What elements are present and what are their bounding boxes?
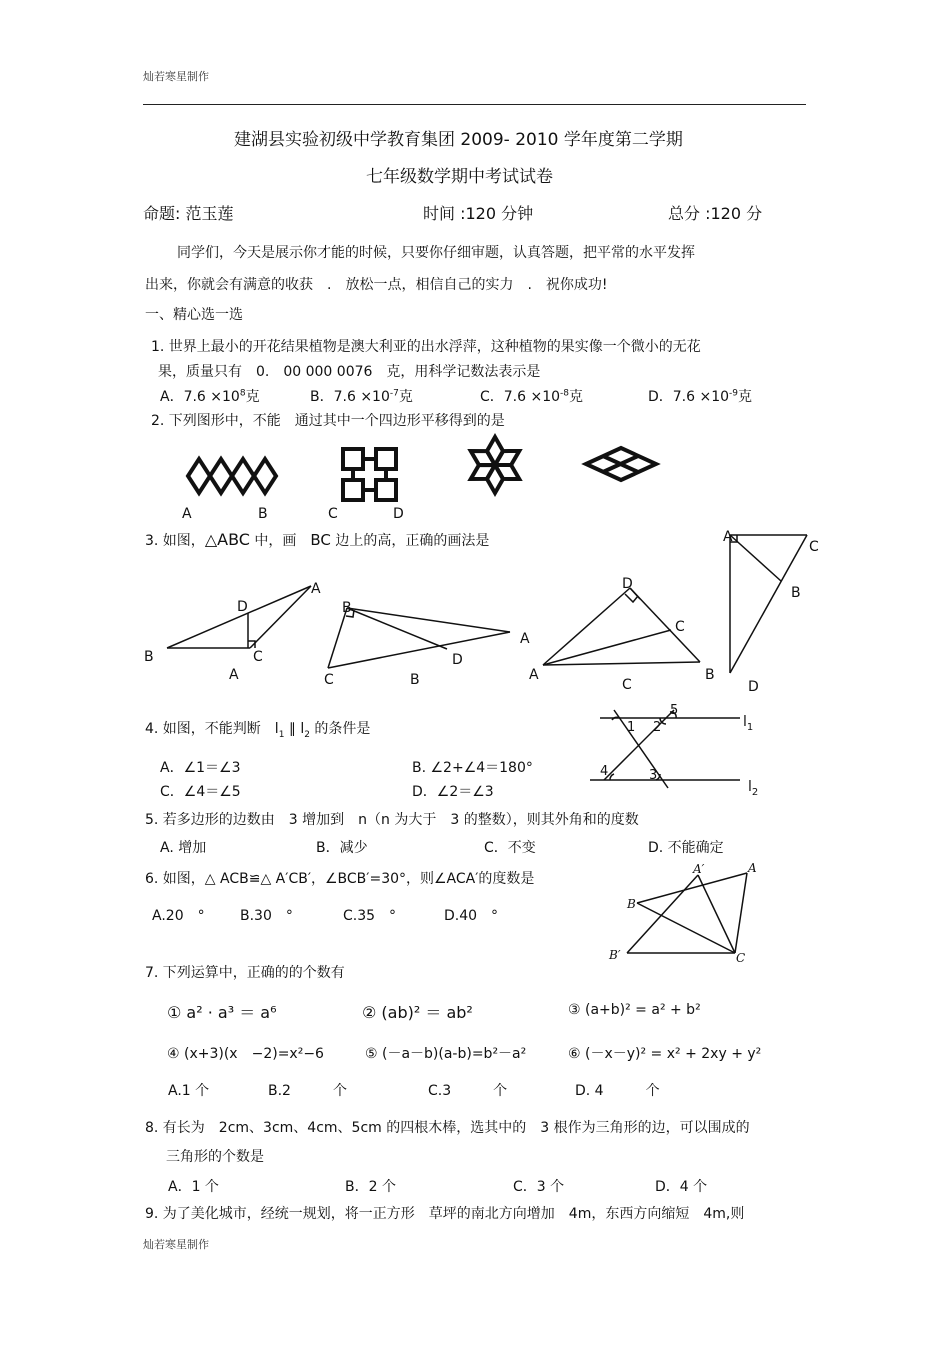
exam-title-line2: 七年级数学期中考试试卷 <box>366 167 553 187</box>
q4-angle-3: 3 <box>649 768 658 783</box>
q3-f1-c: C <box>253 649 263 665</box>
intro-line2: 出来，你就会有满意的收获 . 放松一点，相信自己的实力 . 祝你成功! <box>145 277 608 293</box>
q7-expr-3: ③ (a+b)² = a² + b² <box>568 1002 701 1018</box>
q3-f2-b: B <box>342 600 352 616</box>
q4-line-l1: $l_1$ <box>743 714 754 733</box>
q1-option-b: B．$7.6 \times 10^{-7}$克 <box>310 388 413 405</box>
q6-figure <box>605 855 775 967</box>
q3-figure-2 <box>328 608 510 668</box>
q7-expr-6: ⑥ (－x－y)² = x² + 2xy + y² <box>568 1046 762 1062</box>
q7-option-b: B.2 个 <box>268 1083 347 1099</box>
q3-f1-d: D <box>237 599 248 615</box>
q3-figures <box>140 525 830 695</box>
intro-line1: 同学们，今天是展示你才能的时候，只要你仔细审题，认真答题，把平常的水平发挥 <box>177 245 695 261</box>
q7-stem: 7. 下列运算中，正确的的个数有 <box>145 965 345 981</box>
q7-option-c: C.3 个 <box>428 1083 508 1099</box>
q4-figure <box>590 700 780 800</box>
q6-label-a: A <box>748 861 757 875</box>
q5-option-b: B．减少 <box>316 840 368 856</box>
q1-stem-1: 1. 世界上最小的开花结果植物是澳大利亚的出水浮萍，这种植物的果实像一个微小的无花 <box>151 339 701 355</box>
q5-stem: 5. 若多边形的边数由 3 增加到 n（n 为大于 3 的整数），则其外角和的度数 <box>145 812 639 828</box>
q1-option-c: C．$7.6 \times 10^{-8}$克 <box>480 388 584 405</box>
q7-expr-1: ① a² · a³ ＝ a⁶ <box>167 1003 277 1022</box>
q6-option-a: A.20 ° <box>152 908 205 924</box>
q4-angle-4: 4 <box>600 764 609 779</box>
q2-label-c: C <box>328 506 338 522</box>
q3-f1-abot: A <box>229 667 239 683</box>
q2-figure-d <box>586 448 656 480</box>
q7-option-a: A.1 个 <box>168 1083 210 1099</box>
q1-option-a: A．$7.6 \times 10^8$克 <box>160 388 260 405</box>
q3-figure-1 <box>167 586 311 648</box>
meta-score: 总分 :120 分 <box>668 204 763 223</box>
q3-f3-a: A <box>529 667 539 683</box>
q3-f4-d: D <box>748 679 759 695</box>
q8-option-b: B．2 个 <box>345 1179 396 1195</box>
header-rule <box>143 104 806 105</box>
q1-option-d: D．$7.6 \times 10^{-9}$克 <box>648 388 753 405</box>
q3-f1-a: A <box>311 581 321 597</box>
q3-f2-c: C <box>324 672 334 688</box>
q3-f3-c: C <box>675 619 685 635</box>
section-heading: 一、精心选一选 <box>145 307 243 323</box>
q3-figure-4 <box>730 535 807 673</box>
q8-option-d: D．4 个 <box>655 1179 708 1195</box>
q5-option-d: D. 不能确定 <box>648 840 724 856</box>
q3-f2-a: A <box>520 631 530 647</box>
q4-stem: 4. 如图，不能判断 $l_1$ ∥ $l_2$ 的条件是 <box>145 721 371 740</box>
q6-label-ap: A′ <box>693 862 705 876</box>
q4-angle-5: 5 <box>670 703 679 718</box>
q4-angle-1: 1 <box>627 720 636 735</box>
q4-option-c: C．∠4＝∠5 <box>160 784 241 800</box>
q7-option-d: D. 4 个 <box>575 1083 660 1099</box>
q2-stem: 2. 下列图形中，不能 通过其中一个四边形平移得到的是 <box>151 413 505 429</box>
q3-f3-d: D <box>622 576 633 592</box>
q3-f2-bbot: B <box>410 672 420 688</box>
q8-option-a: A．1 个 <box>168 1179 219 1195</box>
exam-title-line1: 建湖县实验初级中学教育集团 2009- 2010 学年度第二学期 <box>234 130 683 150</box>
q4-option-a: A．∠1＝∠3 <box>160 760 241 776</box>
q3-f4-a: A <box>723 529 733 545</box>
q3-f4-b: B <box>791 585 801 601</box>
q3-f2-d: D <box>452 652 463 668</box>
q3-f3-cbot: C <box>622 677 632 693</box>
q4-option-d: D．∠2＝∠3 <box>412 784 494 800</box>
q2-label-a: A <box>182 506 192 522</box>
q9-stem: 9. 为了美化城市，经统一规划，将一正方形 草坪的南北方向增加 4m，东西方向缩短 4m,则 <box>145 1206 745 1222</box>
q3-stem: 3. 如图，△ABC 中，画 BC 边上的高，正确的画法是 <box>145 530 490 549</box>
q8-stem-1: 8. 有长为 2cm、3cm、4cm、5cm 的四根木棒，选其中的 3 根作为三角形的边，可以围成的 <box>145 1120 750 1136</box>
q8-stem-2: 三角形的个数是 <box>166 1149 264 1165</box>
q3-f3-b: B <box>705 667 715 683</box>
q8-option-c: C．3 个 <box>513 1179 565 1195</box>
header-watermark: 灿若寒星制作 <box>143 70 209 83</box>
q7-expr-4: ④ (x+3)(x −2)=x²−6 <box>167 1046 324 1062</box>
q3-f1-b: B <box>144 649 154 665</box>
q6-label-b: B <box>627 897 636 911</box>
q3-f4-c: C <box>809 539 819 555</box>
q2-figure-a <box>188 459 276 493</box>
meta-time: 时间 :120 分钟 <box>423 204 534 223</box>
q4-line-l2: $l_2$ <box>748 779 759 798</box>
q7-expr-5: ⑤ (－a－b)(a-b)=b²－a² <box>365 1046 527 1062</box>
q2-label-b: B <box>258 506 268 522</box>
q2-figures <box>170 424 680 524</box>
q5-option-a: A. 增加 <box>160 840 207 856</box>
q4-option-b: B. ∠2+∠4＝180° <box>412 760 533 776</box>
q7-expr-2: ② (ab)² ＝ ab² <box>362 1003 473 1022</box>
footer-watermark: 灿若寒星制作 <box>143 1238 209 1251</box>
q6-label-c: C <box>736 951 746 965</box>
q6-label-bp: B′ <box>609 948 621 962</box>
q2-figure-b <box>343 449 396 500</box>
q6-option-c: C.35 ° <box>343 908 397 924</box>
q1-stem-2: 果，质量只有 0. 00 000 0076 克，用科学记数法表示是 <box>158 364 541 380</box>
q6-stem: 6. 如图，△ ACB≌△ A′CB′，∠BCB′=30°，则∠ACA′的度数是 <box>145 871 535 887</box>
q6-option-d: D.40 ° <box>444 908 499 924</box>
q6-option-b: B.30 ° <box>240 908 293 924</box>
q4-angle-2: 2 <box>653 720 662 735</box>
q2-figure-c <box>467 437 523 493</box>
q2-label-d: D <box>393 506 404 522</box>
meta-author: 命题: 范玉莲 <box>143 204 234 223</box>
q5-option-c: C．不变 <box>484 840 536 856</box>
